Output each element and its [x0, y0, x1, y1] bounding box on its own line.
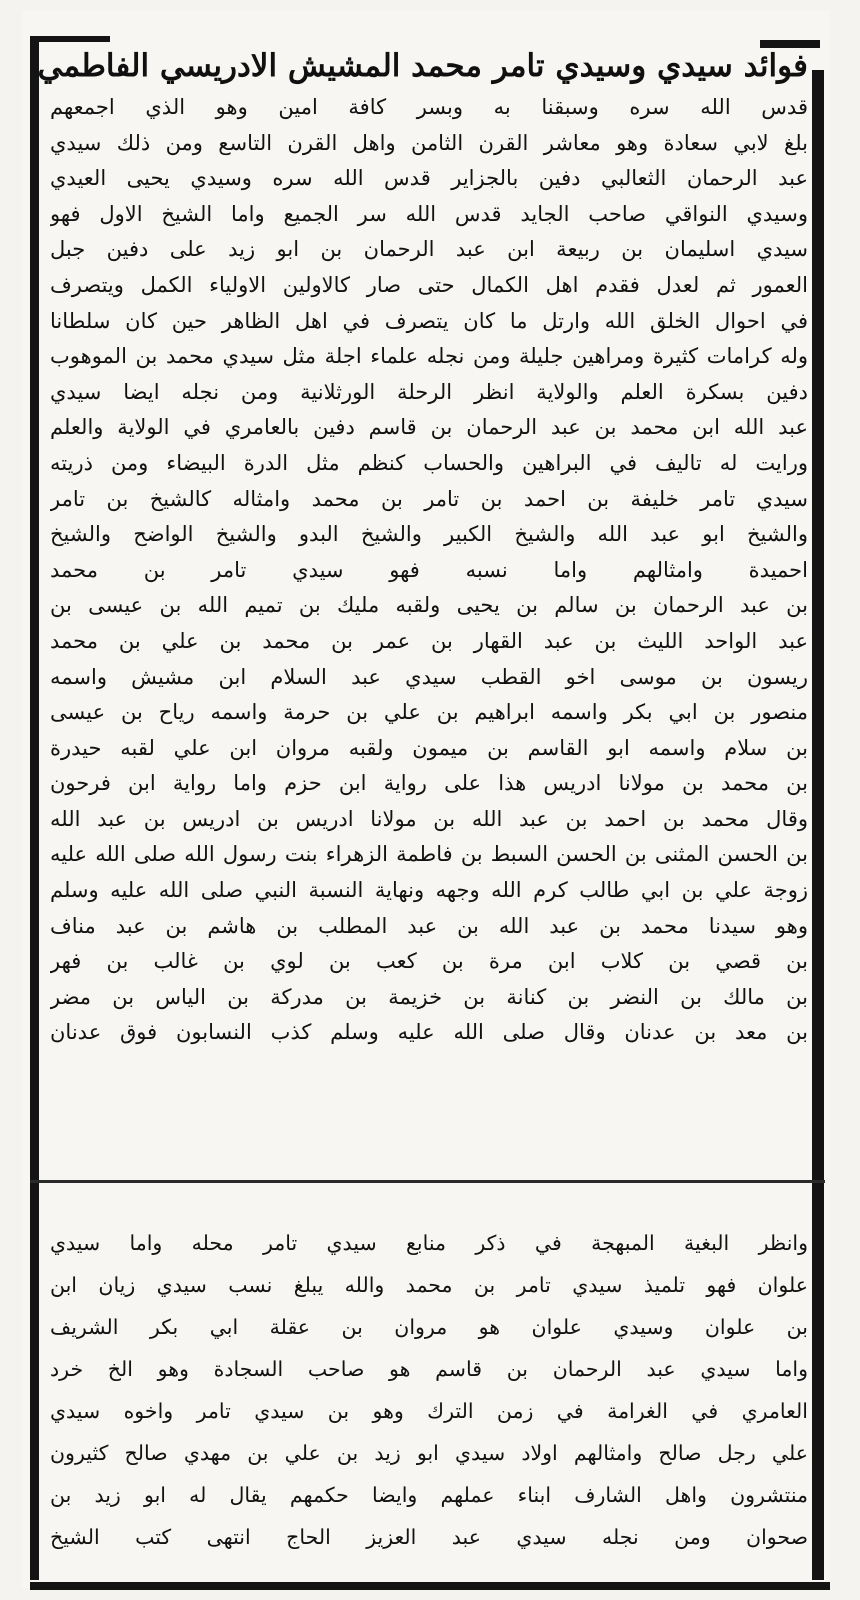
text-line: واما سيدي عبد الرحمان بن قاسم هو صاحب السجادة وهو الخ خرد — [50, 1357, 808, 1381]
text-line: بلغ لابي سعادة وهو معاشر القرن الثامن واهل القرن التاسع ومن ذلك سيدي — [50, 130, 808, 155]
text-line: بن مالك بن النضر بن كنانة بن خزيمة بن مدركة بن الياس بن مضر — [50, 984, 808, 1009]
scan-border-left — [30, 40, 39, 1580]
text-line: صحوان ومن نجله سيدي عبد العزيز الحاج انتهى كتب الشيخ — [50, 1525, 808, 1549]
text-line: في احوال الخلق الله وارتل ما كان يتصرف في اهل الظاهر حين كان سلطانا — [50, 308, 808, 333]
text-line: عبد الواحد الليث بن عبد القهار بن عمر بن محمد بن علي بن محمد — [50, 628, 808, 653]
text-line: بن قصي بن كلاب ابن مرة بن كعب بن لوي بن غالب بن فهر — [50, 949, 808, 974]
scan-border-bottom — [30, 1582, 830, 1590]
text-line: بن عبد الرحمان بن سالم بن يحيى ولقبه مليك بن تميم الله بن عيسى بن — [50, 593, 808, 618]
text-line: دفين بسكرة العلم والولاية انظر الرحلة الورثلانية ومن نجله ايضا سيدي — [50, 379, 808, 404]
text-line: علوان فهو تلميذ سيدي تامر بن محمد والله يبلغ نسب سيدي زيان ابن — [50, 1273, 808, 1297]
text-line: منتشرون واهل الشارف ابناء عملهم وايضا حكمهم يقال له ابو زيد بن — [50, 1483, 808, 1507]
text-line: بن معد بن عدنان وقال صلى الله عليه وسلم كذب النسابون فوق عدنان — [50, 1020, 808, 1045]
text-line: احميدة وامثالهم واما نسبه فهو سيدي تامر بن محمد — [50, 557, 808, 582]
text-line: سيدي اسليمان بن ربيعة ابن عبد الرحمان بن ابو زيد على دفين جبل — [50, 237, 808, 262]
text-line: زوجة علي بن ابي طالب كرم الله وجهه ونهاية النسبة النبي صلى الله عليه وسلم — [50, 878, 808, 903]
text-line: وسيدي النواقي صاحب الجايد قدس الله سر الجميع واما الشيخ الاول فهو — [50, 201, 808, 226]
text-line: بن علوان وسيدي علوان هو مروان بن عقلة ابي بكر الشريف — [50, 1315, 808, 1339]
text-line: بن محمد بن مولانا ادريس هذا على رواية ابن حزم واما رواية ابن فرحون — [50, 771, 808, 796]
text-line: العمور ثم لعدل فقدم اهل الكمال حتى صار كالاولين الاولياء الكمل ويتصرف — [50, 272, 808, 297]
text-line: وهو سيدنا محمد بن عبد الله بن عبد المطلب بن هاشم بن عبد مناف — [50, 913, 808, 938]
document-title: فوائد سيدي وسيدي تامر محمد المشيش الادريسي الفاطمي — [37, 48, 808, 84]
text-line: علي رجل صالح وامثالهم اولاد سيدي ابو زيد بن علي بن مهدي صالح كثيرون — [50, 1441, 808, 1465]
text-line: وانظر البغية المبهجة في ذكر منابع سيدي تامر محله واما سيدي — [50, 1231, 808, 1255]
text-line: قدس الله سره وسبقنا به وبسر كافة امين وهو الذي اجمعهم — [50, 95, 808, 119]
text-line: وله كرامات كثيرة ومراهين جليلة ومن نجله علماء اجلة مثل سيدي محمد بن الموهوب — [50, 344, 808, 369]
text-line: عبد الرحمان الثعالبي دفين بالجزاير قدس الله سره وسيدي يحيى العيدي — [50, 166, 808, 191]
text-line: والشيخ ابو عبد الله والشيخ الكبير والشيخ البدو والشيخ الواضح والشيخ — [50, 522, 808, 547]
text-line: وقال محمد بن احمد بن عبد الله بن مولانا ادريس بن ادريس بن عبد الله — [50, 806, 808, 831]
scan-border-right — [812, 70, 824, 1580]
text-line: بن الحسن المثنى بن الحسن السبط بن فاطمة الزهراء بنت رسول الله صلى الله عليه — [50, 842, 808, 867]
text-line: عبد الله ابن محمد بن عبد الرحمان بن قاسم دفين بالعامري في الولاية والعلم — [50, 415, 808, 440]
text-line: ريسون بن موسى اخو القطب سيدي عبد السلام ابن مشيش واسمه — [50, 664, 808, 689]
text-line: ورايت له تاليف في البراهين والحساب كنظم مثل الدرة البيضاء ومن ذريته — [50, 450, 808, 475]
text-line: منصور بن ابي بكر واسمه ابراهيم بن علي بن حرمة واسمه رياح بن عيسى — [50, 700, 808, 725]
lower-text-block — [50, 1222, 808, 1558]
main-text-block — [37, 42, 808, 1051]
text-line: العامري في الغرامة في زمن الترك وهو بن سيدي تامر واخوه سيدي — [50, 1399, 808, 1423]
text-line: بن سلام واسمه ابو القاسم بن ميمون ولقبه مروان ابن علي لقبه حيدرة — [50, 735, 808, 760]
section-divider — [30, 1180, 825, 1183]
text-line: سيدي تامر خليفة بن احمد بن تامر بن محمد وامثاله كالشيخ بن تامر — [50, 486, 808, 511]
